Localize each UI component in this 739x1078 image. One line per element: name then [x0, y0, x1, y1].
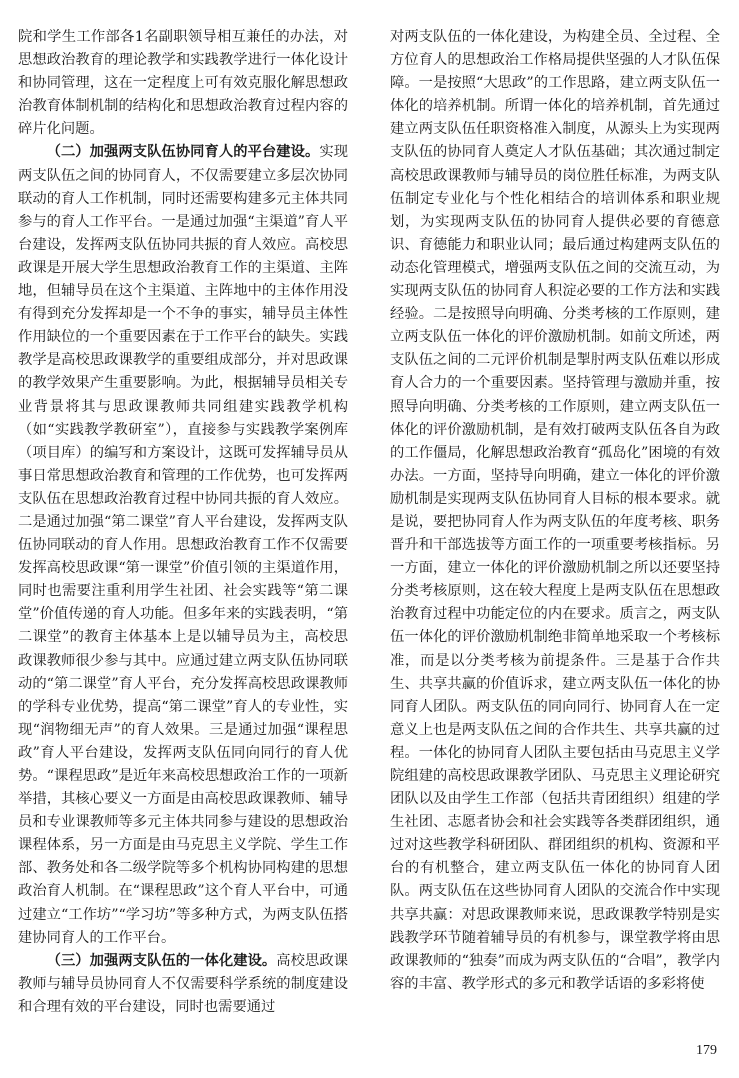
section-2-body: 实现两支队伍之间的协同育人，不仅需要建立多层次协同联动的育人工作机制，同时还需要构建多元主体共同参与的育人工作平台。一是通过加强“主渠道”育人平台建设，发挥两支队伍协同共振的育人效应。高校思政课是开展大学生思想政治教育工作的主渠道、主阵地，但辅导员在这个主渠道、主阵地中的主体作用没有得到充分发挥却是一个不争的事实，辅导员主体性作用缺位的一个重要因素在于工作平台的缺失。实践教学是高校思政课教学的重要组成部分，并对思政课的教学效果产生重要影响。为此，根据辅导员相关专业背景将其与思政课教师共同组建实践教学机构（如“实践教学教研室”），直接参与实践教学案例库（项目库）的编写和方案设计，这既可发挥辅导员从事日常思想政治教育和管理的工作优势，也可发挥两支队伍在思想政治教育过程中协同共振的育人效应。二是通过加强“第二课堂”育人平台建设，发挥两支队伍协同联动的育人作用。思想政治教育工作不仅需要发挥高校思政课“第一课堂”价值引领的主渠道作用，同时也需要注重利用学生社团、社会实践等“第二课堂”价值传递的育人功能。但多年来的实践表明，“第二课堂”的教育主体基本上是以辅导员为主，高校思政课教师很少参与其中。应通过建立两支队伍协同联动的“第二课堂”育人平台，充分发挥高校思政课教师的学科专业优势，提高“第二课堂”育人的专业性，实现“润物细无声”的育人效果。三是通过加强“课程思政”育人平台建设，发挥两支队伍同向同行的育人优势。“课程思政”是近年来高校思想政治工作的一项新举措，其核心要义一方面是由高校思政课教师、辅导员和专业课教师等多元主体共同参与建设的思想政治课程体系，另一方面是由马克思主义学院、学生工作部、教务处和各二级学院等多个机构协同构建的思想政治育人机制。在“课程思政”这个育人平台中，可通过建立“工作坊”“学习坊”等多种方式，为两支队伍搭建协同育人的工作平台。 [18, 144, 349, 946]
page-number: 179 [696, 1043, 717, 1058]
section-2-heading: （二）加强两支队伍协同育人的平台建设。 [46, 144, 320, 161]
right-column [390, 26, 720, 996]
section-3-paragraph [18, 950, 348, 1019]
section-3-heading: （三）加强两支队伍的一体化建设。 [46, 952, 277, 969]
left-column [18, 26, 348, 1019]
paragraph-continuation: 院和学生工作部各1名副职领导相互兼任的办法，对思想政治教育的理论教学和实践教学进行一体化设计和协同管理，这在一定程度上可有效克服化解思想政治教育体制机制的结构化和思想政治教育过程内容的碎片化问题。 [18, 29, 348, 138]
section-3-body-start: 高校思政课教师与辅导员协同育人不仅需要科学系统的制度建设和合理有效的平台建设，同时也需要通过 [18, 952, 348, 1015]
section-2-paragraph [18, 141, 348, 949]
section-3-body-continuation: 对两支队伍的一体化建设，为构建全员、全过程、全方位育人的思想政治工作格局提供坚强的人才队伍保障。一是按照“大思政”的工作思路，建立两支队伍一体化的培养机制。所谓一体化的培养机制，首先通过建立两支队伍任职资格准入制度，从源头上为实现两支队伍的协同育人奠定人才队伍基础；其次通过制定高校思政课教师与辅导员的岗位胜任标准，为两支队伍制定专业化与个性化相结合的培训体系和职业规划，为实现两支队伍的协同育人提供必要的育德意识、育德能力和职业认同；最后通过构建两支队伍的动态化管理模式，增强两支队伍之间的交流互动，为实现两支队伍的协同育人积淀必要的工作方法和实践经验。二是按照导向明确、分类考核的工作原则，建立两支队伍一体化的评价激励机制。如前文所述，两支队伍之间的二元评价机制是掣肘两支队伍难以形成育人合力的一个重要因素。坚持管理与激励并重，按照导向明确、分类考核的工作原则，建立两支队伍一体化的评价激励机制，是有效打破两支队伍各自为政的工作僵局，化解思想政治教育“孤岛化”困境的有效办法。一方面，坚持导向明确，建立一体化的评价激励机制是实现两支队伍协同育人目标的根本要求。就是说，要把协同育人作为两支队伍的年度考核、职务晋升和干部选拔等方面工作的一项重要考核指标。另一方面，建立一体化的评价激励机制之所以还要坚持分类考核原则，这在较大程度上是两支队伍在思想政治教育过程中功能定位的内在要求。质言之，两支队伍一体化的评价激励机制绝非简单地采取一个考核标准，而是以分类考核为前提条件。三是基于合作共生、共享共赢的价值诉求，建立两支队伍一体化的协同育人团队。两支队伍的同向同行、协同育人在一定意义上也是两支队伍之间的合作共生、共享共赢的过程。一体化的协同育人团队主要包括由马克思主义学院组建的高校思政课教学团队、马克思主义理论研究团队以及由学生工作部（包括共青团组织）组建的学生社团、志愿者协会和社会实践等各类群团组织，通过对这些教学科研团队、群团组织的机构、资源和平台的有机整合，建立两支队伍一体化的协同育人团队。两支队伍在这些协同育人团队的交流合作中实现共享共赢：对思政课教师来说，思政课教学特别是实践教学环节随着辅导员的有机参与，课堂教学将由思政课教师的“独奏”而成为两支队伍的“合唱”，教学内容的丰富、教学形式的多元和教学话语的多彩将使 [390, 29, 720, 992]
